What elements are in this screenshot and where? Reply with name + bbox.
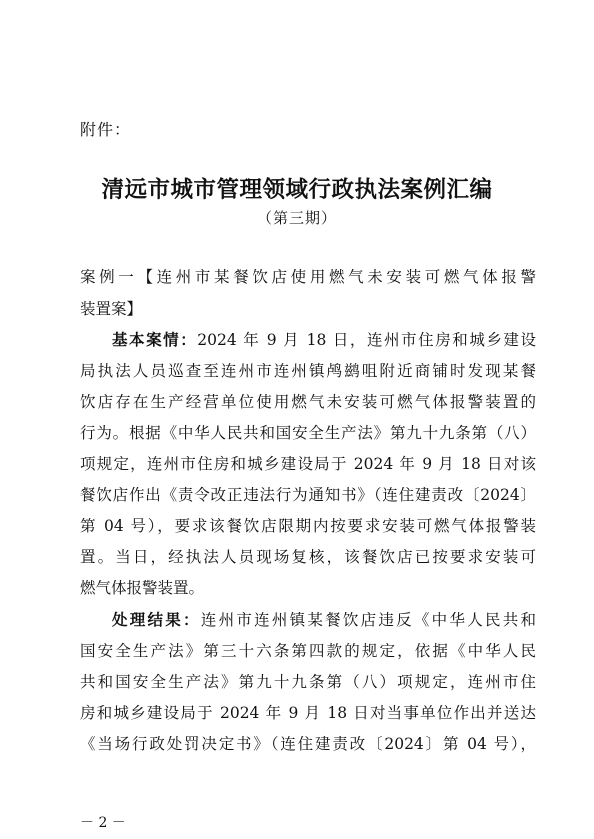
case-heading-line-1: 案例一【连州市某餐饮店使用燃气未安装可燃气体报警: [80, 268, 536, 286]
facts-line: 餐饮店作出《责令改正违法行为通知书》（连住建责改〔2024〕: [80, 486, 536, 504]
result-line: 《当场行政处罚决定书》（连住建责改〔2024〕第 04 号），: [80, 735, 536, 753]
page-number: － 2 －: [80, 815, 126, 831]
facts-paragraph-first-line: [112, 330, 536, 350]
issue-number: （第三期）: [256, 209, 337, 227]
facts-line: 行为。根据《中华人民共和国安全生产法》第九十九条第（八）: [80, 424, 536, 442]
facts-line: 项规定，连州市住房和城乡建设局于 2024 年 9 月 18 日对该: [80, 455, 536, 473]
result-paragraph-first-line: [112, 610, 536, 630]
facts-last-line: 燃气体报警装置。: [80, 579, 205, 597]
document-title: 清远市城市管理领域行政执法案例汇编: [101, 177, 493, 203]
facts-first-line-text: 2024 年 9 月 18 日，连州市住房和城乡建设: [197, 331, 536, 349]
attachment-label: 附件：: [80, 120, 132, 139]
facts-line: 第 04 号），要求该餐饮店限期内按要求安装可燃气体报警装: [80, 517, 536, 535]
result-line: 共和国安全生产法》第九十九条第（八）项规定，连州市住: [80, 673, 536, 691]
result-line: 国安全生产法》第三十六条第四款的规定，依据《中华人民: [80, 642, 536, 660]
case-heading-line-2: 装置案】: [80, 300, 143, 318]
facts-label: 基本案情：: [112, 330, 198, 349]
result-line: 房和城乡建设局于 2024 年 9 月 18 日对当事单位作出并送达: [80, 704, 536, 722]
facts-line: 局执法人员巡查至连州市连州镇鸬鹚咀附近商铺时发现某餐: [80, 362, 536, 380]
facts-line: 饮店存在生产经营单位使用燃气未安装可燃气体报警装置的: [80, 393, 536, 411]
result-first-line-text: 连州市连州镇某餐饮店违反《中华人民共和: [200, 611, 536, 629]
result-label: 处理结果：: [112, 610, 201, 629]
facts-line: 置。当日，经执法人员现场复核，该餐饮店已按要求安装可: [80, 548, 536, 566]
